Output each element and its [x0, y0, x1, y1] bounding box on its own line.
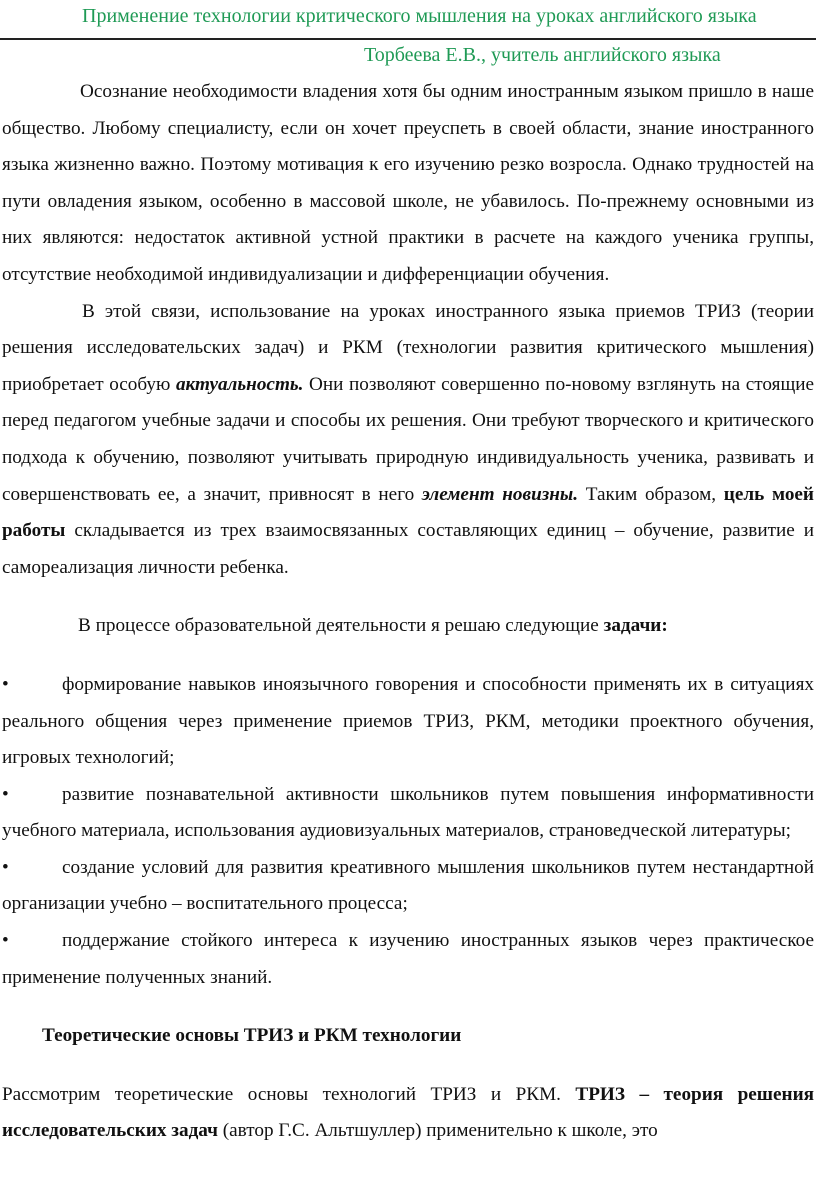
list-item-text: развитие познавательной активности школьников путем повышения информативности учебного материала, использования аудиовизуальных материалов, страноведческой литературы; [2, 783, 814, 842]
emphasis-goal: цель моей работы [2, 483, 814, 542]
spacer [2, 645, 814, 667]
paragraph-theory [2, 1077, 814, 1150]
list-item [2, 923, 814, 996]
list-item-text: создание условий для развития креативного мышления школьников путем нестандартной организации учебно – воспитательного процесса; [2, 856, 814, 915]
spacer [2, 586, 814, 608]
text-run: Они позволяют совершенно по-новому взглянуть на стоящие перед педагогом учебные задачи и способы их решения. Они требуют творческого и критического подхода к обучению, позволяют учитывать природную индивидуальность ученика, развивать и совершенствовать ее, а значит, привносят в него [2, 373, 815, 505]
list-item-text: поддержание стойкого интереса к изучению иностранных языков через практическое применение полученных знаний. [2, 930, 814, 988]
paragraph-relevance [2, 294, 814, 587]
tasks-intro [2, 608, 814, 645]
header-title: Применение технологии критического мышления на уроках английского языка [82, 5, 757, 27]
list-item [2, 777, 814, 850]
bullet-icon: • [2, 930, 9, 952]
list-item [2, 667, 814, 777]
header-divider [0, 38, 816, 40]
bullet-icon: • [2, 783, 9, 805]
list-item-text: формирование навыков иноязычного говорения и способности применять их в ситуациях реального общения через применение приемов ТРИЗ, РКМ, методики проектного обучения, игровых технологий; [2, 673, 814, 769]
text-run: Таким образом, [578, 483, 724, 505]
tasks-label: задачи: [603, 615, 668, 637]
bullet-icon: • [2, 673, 9, 695]
emphasis-triz: ТРИЗ – теория решения исследовательских задач [2, 1083, 815, 1142]
spacer [2, 1055, 814, 1077]
header-author: Торбеева Е.В., учитель английского языка [364, 44, 721, 66]
text-run: В этой связи, использование на уроках иностранного языка приемов ТРИЗ (теории решения исследовательских задач) и РКМ (технологии развития критического мышления) приобретает особую [2, 300, 814, 395]
text-run: Рассмотрим теоретические основы технологий ТРИЗ и РКМ. [2, 1083, 576, 1105]
text-run: складывается из трех взаимосвязанных составляющих единиц – обучение, развитие и самореализация личности ребенка. [2, 520, 814, 578]
tasks-list [2, 667, 814, 996]
text-run: В процессе образовательной деятельности я решаю следующие [78, 615, 604, 637]
document-body [2, 74, 814, 1150]
list-item [2, 850, 814, 923]
spacer [2, 996, 814, 1018]
paragraph-intro: Осознание необходимости владения хотя бы одним иностранным языком пришло в наше общество. Любому специалисту, если он хочет преуспеть в своей области, знание иностранного языка жизненно важно. Поэтому мотивация к его изучению резко возросла. Однако трудностей на пути овладения языком, особенно в массовой школе, не убавилось. По-прежнему основными из них являются: недостаток активной устной практики в расчете на каждого ученика группы, отсутствие необходимой индивидуализации и дифференциации обучения. [2, 81, 814, 285]
text-run: (автор Г.С. Альтшуллер) применительно к школе, это [217, 1120, 658, 1142]
emphasis-novelty: элемент новизны. [421, 483, 578, 505]
bullet-icon: • [2, 856, 9, 878]
emphasis-relevance: актуальность. [175, 373, 304, 395]
section-heading: Теоретические основы ТРИЗ и РКМ технологии [42, 1025, 462, 1047]
